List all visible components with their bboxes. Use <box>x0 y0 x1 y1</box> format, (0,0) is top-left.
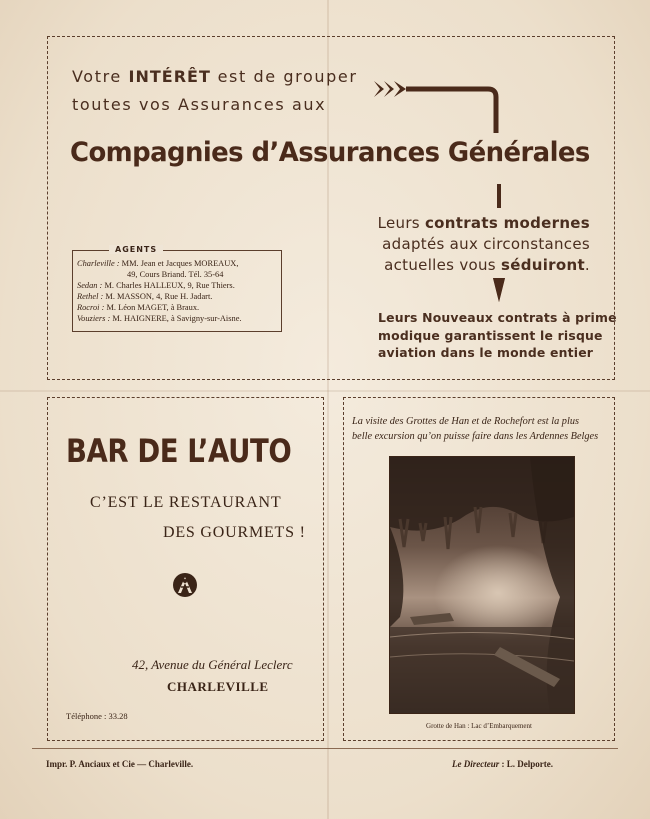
footer-divider <box>32 748 618 749</box>
agents-title: AGENTS <box>109 245 163 254</box>
agent-row: Vouziers : M. HAIGNERE, à Savigny-sur-Aisne. <box>77 314 242 323</box>
bar-title: BAR DE L’AUTO <box>66 432 292 470</box>
grottes-ad <box>343 397 615 741</box>
bar-city: CHARLEVILLE <box>167 679 269 694</box>
agent-row: Charleville : MM. Jean et Jacques MOREAUX, <box>77 259 239 268</box>
grottes-text: La visite des Grottes de Han et de Rochefort est la plus belle excursion qu’on puisse faire dans les Ardennes Belges <box>352 416 599 442</box>
cave-photo <box>389 456 575 714</box>
intro-line-1: Votre INTÉRÊT est de grouper <box>72 67 358 86</box>
interet-emphasis: INTÉRÊT <box>128 67 211 86</box>
bar-logo-icon <box>172 572 198 598</box>
agent-row: Rocroi : M. Léon MAGET, à Braux. <box>77 303 200 312</box>
aviation-coverage-text: Leurs Nouveaux contrats à prime modique garantissent le risque aviation dans le monde entier <box>378 310 617 360</box>
gourmets-line: DES GOURMETS ! <box>163 524 306 541</box>
contracts-text: Leurs contrats modernes adaptés aux circonstances actuelles vous séduiront. <box>377 214 590 274</box>
agents-box <box>72 245 282 332</box>
bar-phone: Téléphone : 33.28 <box>66 711 128 721</box>
intro-line-2: toutes vos Assurances aux <box>72 95 327 114</box>
bar-ad <box>47 397 324 741</box>
director-credit: Le Directeur : L. Delporte. <box>452 759 553 769</box>
agent-row: 49, Cours Briand. Tél. 35-64 <box>127 270 224 279</box>
fold-crease-horizontal <box>0 390 650 392</box>
photo-caption: Grotte de Han : Lac d’Embarquement <box>426 722 532 730</box>
restaurant-line: C’EST LE RESTAURANT <box>90 494 282 511</box>
cave-illustration <box>390 457 574 713</box>
agent-row: Rethel : M. MASSON, 4, Rue H. Jadart. <box>77 292 213 301</box>
printer-credit: Impr. P. Anciaux et Cie — Charleville. <box>46 759 194 769</box>
feathered-arrow-icon <box>374 77 504 133</box>
insurance-ad <box>47 36 615 380</box>
agent-row: Sedan : M. Charles HALLEUX, 9, Rue Thiers. <box>77 281 235 290</box>
agents-list <box>77 258 278 324</box>
company-headline: Compagnies d’Assurances Générales <box>70 137 590 168</box>
bar-address: 42, Avenue du Général Leclerc <box>132 657 293 672</box>
